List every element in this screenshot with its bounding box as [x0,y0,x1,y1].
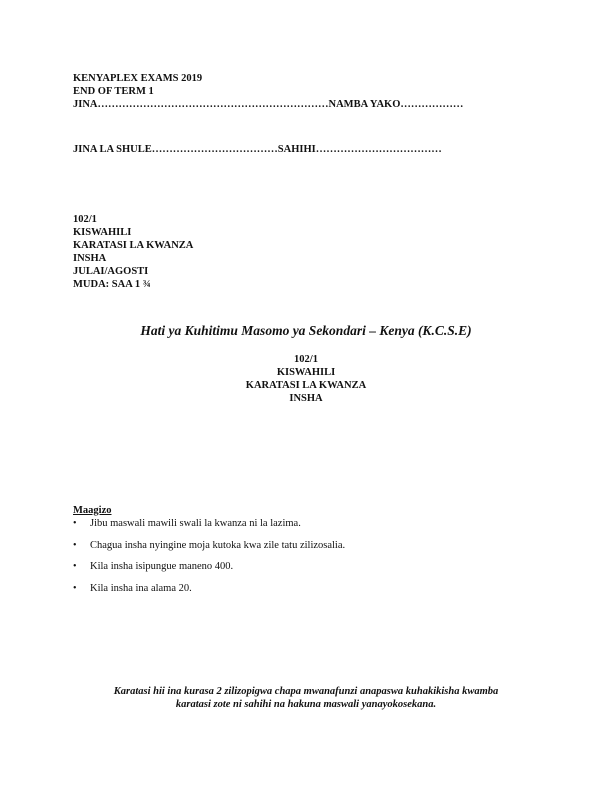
exam-name: KENYAPLEX EXAMS 2019 [73,73,203,84]
instruction-text: Kila insha isipungue maneno 400. [90,561,234,572]
bullet-icon: • [73,539,77,551]
footer-line-1: Karatasi hii ina kurasa 2 zilizopigwa chapa mwanafunzi anapaswa kuhakikisha kwamba [113,686,499,697]
paper-subject: KISWAHILI [73,227,132,238]
center-paper-info [0,353,612,405]
instructions-heading: Maagizo [73,505,112,516]
school-signature-line: JINA LA SHULE………………………………SAHIHI……………………………… [73,144,442,155]
footer-note [60,685,552,711]
certificate-title: Hati ya Kuhitimu Masomo ya Sekondari – Kenya (K.C.S.E) [140,323,472,338]
center-paper: KARATASI LA KWANZA [245,380,367,391]
center-section: INSHA [289,393,323,404]
center-code: 102/1 [294,354,318,365]
paper-date: JULAI/AGOSTI [73,266,149,277]
center-subject: KISWAHILI [276,367,336,378]
paper-name: KARATASI LA KWANZA [73,240,194,251]
paper-info [73,213,193,291]
instruction-item [73,560,533,582]
bullet-icon: • [73,561,77,572]
exam-term: END OF TERM 1 [73,86,154,97]
instructions [73,505,533,603]
instruction-item [73,517,533,539]
instruction-item [73,539,533,561]
instruction-item [73,582,533,604]
paper-code: 102/1 [73,214,97,225]
paper-duration: MUDA: SAA 1 ¾ [73,279,151,290]
exam-header [73,72,553,111]
instruction-text: Chagua insha nyingine moja kutoka kwa zile tatu zilizosalia. [90,539,346,551]
instructions-list [73,517,533,603]
instruction-text: Kila insha ina alama 20. [90,582,192,594]
instruction-text: Jibu maswali mawili swali la kwanza ni la lazima. [90,518,301,529]
bullet-icon: • [73,582,77,594]
paper-section: INSHA [73,253,107,264]
footer-line-2: karatasi zote ni sahihi na hakuna maswali yanayokosekana. [175,699,437,710]
name-number-line: JINA…………………………………………………………NAMBA YAKO……………… [73,99,464,110]
bullet-icon: • [73,518,77,529]
